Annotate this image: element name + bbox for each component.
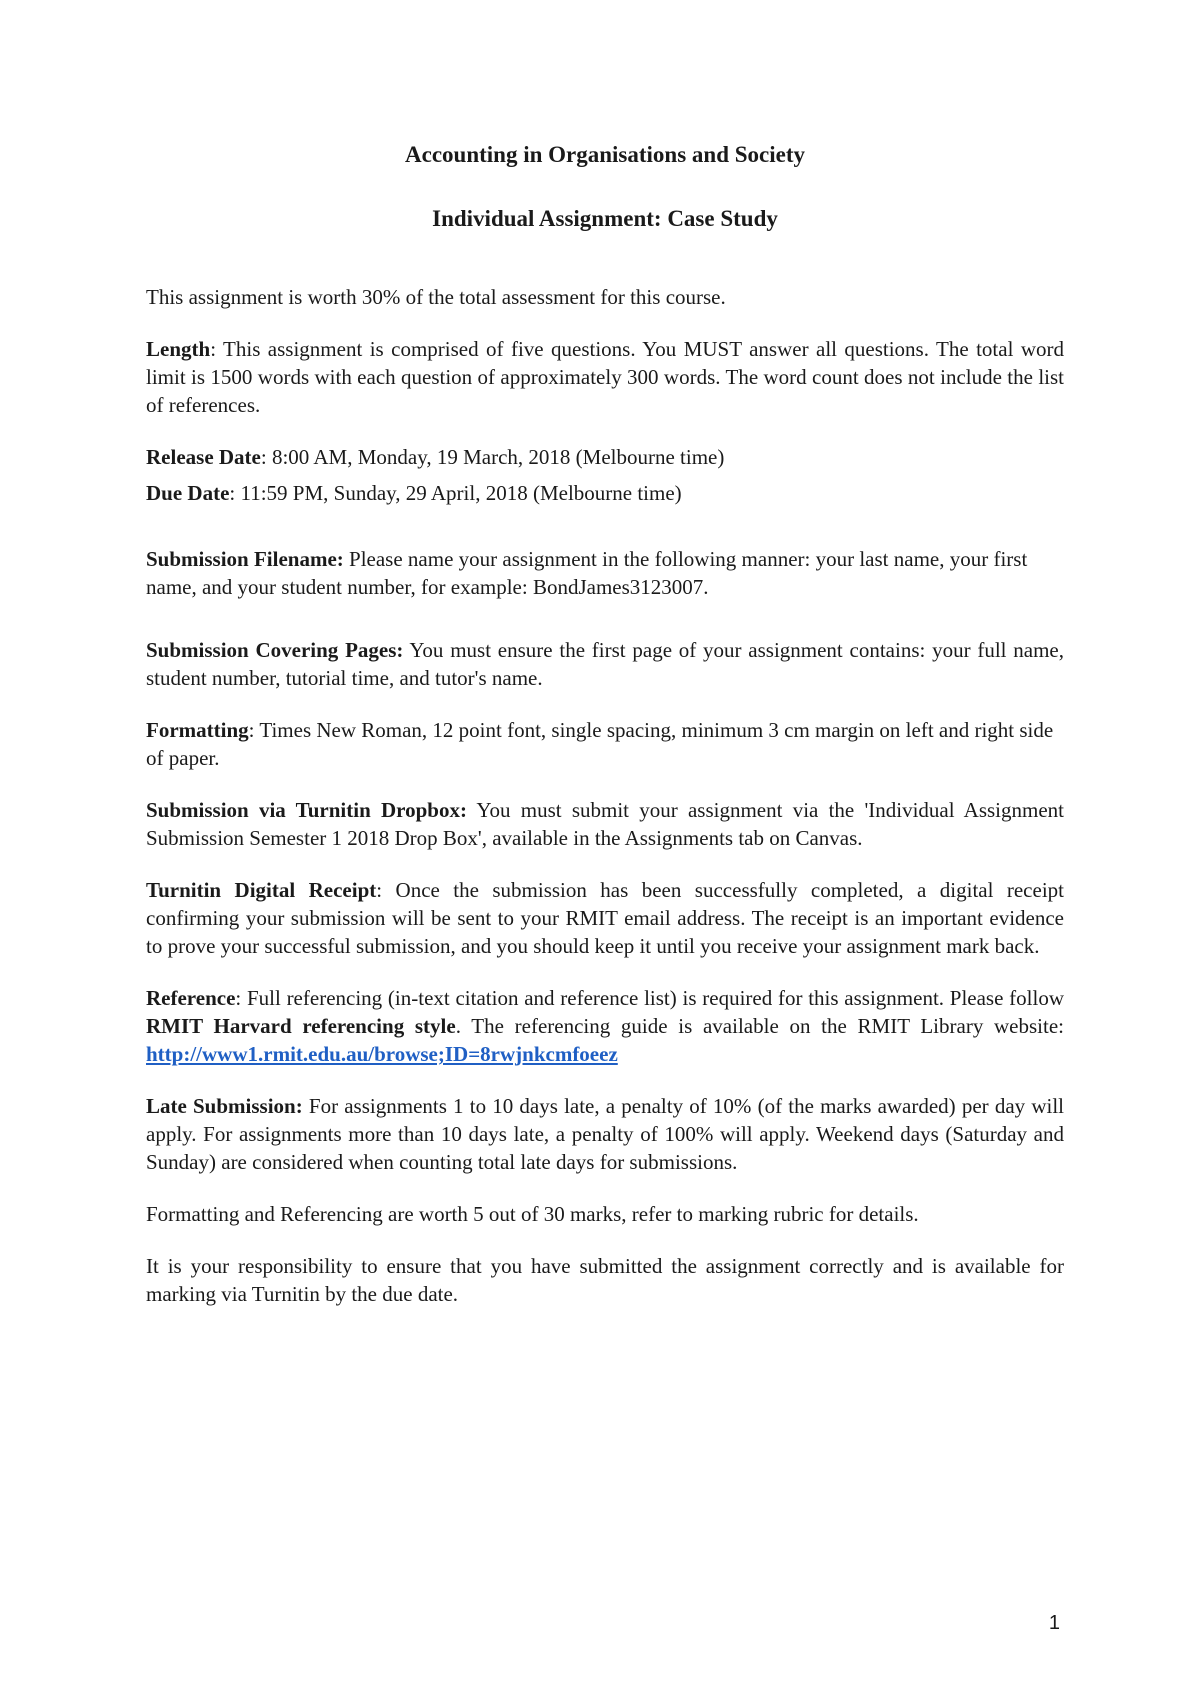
turnitin-dropbox-label: Submission via Turnitin Dropbox: [146,798,467,822]
due-date-paragraph [146,479,1064,507]
reference-text-2: . The referencing guide is available on the RMIT Library website: [455,1014,1064,1038]
due-date-text: : 11:59 PM, Sunday, 29 April, 2018 (Melbourne time) [229,481,682,505]
responsibility-paragraph: It is your responsibility to ensure that you have submitted the assignment correctly and is available for marking via Turnitin by the due date. [146,1254,1064,1306]
document-title: Accounting in Organisations and Society [405,142,805,167]
late-submission-paragraph [146,1092,1064,1176]
length-label: Length [146,337,211,361]
submission-filename-paragraph [146,545,1064,601]
length-paragraph [146,335,1064,419]
page-number: 1 [1048,1612,1060,1634]
marks-note-paragraph: Formatting and Referencing are worth 5 out of 30 marks, refer to marking rubric for details. [146,1202,919,1226]
late-submission-label: Late Submission: [146,1094,303,1118]
release-date-paragraph [146,443,1064,471]
formatting-text: : Times New Roman, 12 point font, single spacing, minimum 3 cm margin on left and right side of paper. [146,718,1054,770]
release-date-text: : 8:00 AM, Monday, 19 March, 2018 (Melbourne time) [260,445,725,469]
intro-paragraph: This assignment is worth 30% of the total assessment for this course. [146,285,726,309]
document-subtitle: Individual Assignment: Case Study [432,206,778,231]
digital-receipt-text: : Once the submission has been successfully completed, a digital receipt confirming your submission will be sent to your RMIT email address. The receipt is an important evidence to prove your successful submission, and you should keep it until you receive your assignment mark back. [146,878,1064,958]
turnitin-dropbox-paragraph [146,796,1064,852]
due-date-label: Due Date [146,481,230,505]
covering-pages-paragraph [146,636,1064,692]
submission-filename-label: Submission Filename: [146,547,344,571]
late-submission-text: For assignments 1 to 10 days late, a penalty of 10% (of the marks awarded) per day will apply. For assignments more than 10 days late, a penalty of 100% will apply. Weekend days (Saturday and Sunday) are considered when counting total late days for submissions. [146,1094,1064,1174]
covering-pages-label: Submission Covering Pages: [146,638,404,662]
turnitin-dropbox-text: You must submit your assignment via the 'Individual Assignment Submission Semester 1 2018 Drop Box', available in the Assignments tab on Canvas. [146,798,1064,850]
reference-text-1: : Full referencing (in-text citation and reference list) is required for this assignment. Please follow [235,986,1064,1010]
document-body [146,140,1064,1308]
reference-label: Reference [146,986,236,1010]
referencing-style-name: RMIT Harvard referencing style [146,1014,456,1038]
submission-filename-text: Please name your assignment in the following manner: your last name, your first name, and your student number, for example: BondJames3123007. [146,547,1028,599]
release-date-label: Release Date [146,445,261,469]
digital-receipt-paragraph [146,876,1064,960]
formatting-paragraph [146,716,1064,772]
rmit-library-link[interactable]: http://www1.rmit.edu.au/browse;ID=8rwjnkcmfoeez [146,1042,618,1066]
reference-paragraph [146,984,1064,1068]
digital-receipt-label: Turnitin Digital Receipt [146,878,377,902]
covering-pages-text: You must ensure the first page of your assignment contains: your full name, student number, tutorial time, and tutor's name. [146,638,1065,690]
length-text: : This assignment is comprised of five questions. You MUST answer all questions. The total word limit is 1500 words with each question of approximately 300 words. The word count does not include the list of references. [146,337,1064,417]
formatting-label: Formatting [146,718,249,742]
